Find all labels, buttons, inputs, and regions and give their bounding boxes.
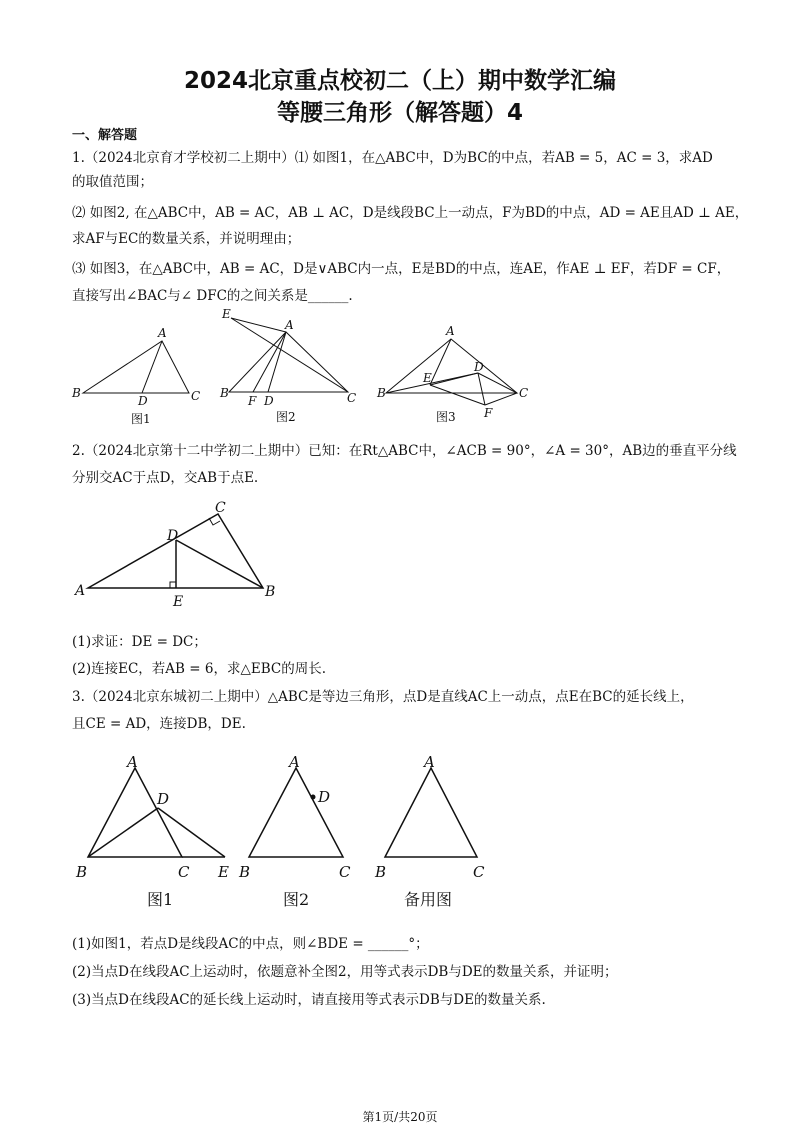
label-d-p3-1: D (157, 790, 170, 808)
page-subtitle: 等腰三角形（解答题）4 (276, 100, 523, 126)
label-e-p2: E (173, 594, 184, 610)
problem-3-question-2: (2)当点D在线段AC上运动时，依题意补全图2，用等式表示DB与DE的数量关系，并证明； (72, 964, 618, 980)
label-a: A (158, 326, 167, 340)
label-a-p3-2: A (289, 753, 300, 771)
label-b: B (72, 386, 81, 400)
problem-2-question-1: (1)求证：DE = DC； (72, 634, 207, 650)
label-c-2: C (347, 391, 357, 405)
problem-3-question-1: (1)如图1，若点D是线段AC的中点，则∠BDE = ______°； (72, 936, 429, 952)
label-d-p2: D (167, 528, 179, 544)
p3-caption-3: 备用图 (404, 890, 453, 909)
label-e: E (222, 307, 231, 321)
label-a-p3-3: A (424, 753, 435, 771)
problem-1-line-5: ⑶ 如图3，在△ABC中，AB = AC，D是∨ABC内一点，E是BD的中点，连AE，作AE ⊥ EF，若DF = CF， (72, 261, 731, 277)
label-c-p2: C (215, 500, 226, 516)
problem-1-line-1: 1.（2024北京育才学校初二上期中）⑴ 如图1，在△ABC中，D为BC的中点，若AB = 5，AC = 3，求AD (72, 150, 713, 166)
label-e-p3-1: E (218, 863, 229, 881)
label-d-3: D (474, 360, 484, 374)
figure-caption-1: 图1 (131, 412, 151, 426)
problem-3-line-2: 且CE = AD，连接DB，DE. (72, 716, 246, 732)
problem-3-question-3: (3)当点D在线段AC的延长线上运动时，请直接用等式表示DB与DE的数量关系. (72, 992, 546, 1008)
label-f-3: F (484, 406, 493, 420)
section-heading: 一、解答题 (72, 128, 138, 143)
p3-caption-1: 图1 (147, 890, 174, 909)
problem-2-figure (70, 500, 370, 610)
label-e-3: E (423, 371, 432, 385)
label-d-p3-2: D (318, 788, 331, 806)
problem-3-line-1: 3.（2024北京东城初二上期中）△ABC是等边三角形，点D是直线AC上一动点，点E在BC的延长线上， (72, 689, 694, 705)
problem-1-line-2: 的取值范围； (72, 174, 153, 190)
label-b-p2: B (265, 584, 276, 600)
label-a-2: A (285, 318, 294, 332)
page-footer: 第1页/共20页 (362, 1110, 438, 1124)
label-d: D (138, 394, 148, 408)
label-f-2: F (248, 394, 257, 408)
label-b-p3-1: B (76, 863, 88, 881)
figure-caption-2: 图2 (276, 410, 296, 424)
problem-3-figures (0, 752, 800, 922)
problem-1-line-6: 直接写出∠BAC与∠ DFC的之间关系是______. (72, 288, 353, 304)
label-b-p3-3: B (375, 863, 387, 881)
figure-caption-3: 图3 (436, 410, 456, 424)
label-a-3: A (446, 324, 455, 338)
label-c-p3-1: C (178, 863, 190, 881)
label-c-p3-2: C (339, 863, 351, 881)
label-a-p2: A (75, 583, 86, 599)
label-b-3: B (377, 386, 386, 400)
label-d-2: D (264, 394, 274, 408)
page-title: 2024北京重点校初二（上）期中数学汇编 (183, 68, 616, 94)
label-c-p3-3: C (473, 863, 485, 881)
problem-1-line-4: 求AF与EC的数量关系，并说明理由； (72, 231, 301, 247)
problem-1-figure-1 (0, 305, 800, 435)
label-b-2: B (220, 386, 229, 400)
label-c: C (191, 389, 201, 403)
label-b-p3-2: B (239, 863, 251, 881)
label-c-3: C (519, 386, 529, 400)
problem-2-line-1: 2.（2024北京第十二中学初二上期中）已知：在Rt△ABC中，∠ACB = 90°，∠A = 30°，AB边的垂直平分线 (72, 443, 737, 459)
p3-caption-2: 图2 (283, 890, 310, 909)
problem-2-question-2: (2)连接EC，若AB = 6，求△EBC的周长. (72, 661, 326, 677)
problem-1-line-3: ⑵ 如图2, 在△ABC中，AB = AC，AB ⊥ AC，D是线段BC上一动点，F为BD的中点，AD = AE且AD ⊥ AE， (72, 205, 749, 221)
label-a-p3-1: A (127, 753, 138, 771)
problem-2-line-2: 分别交AC于点D，交AB于点E. (72, 470, 259, 486)
